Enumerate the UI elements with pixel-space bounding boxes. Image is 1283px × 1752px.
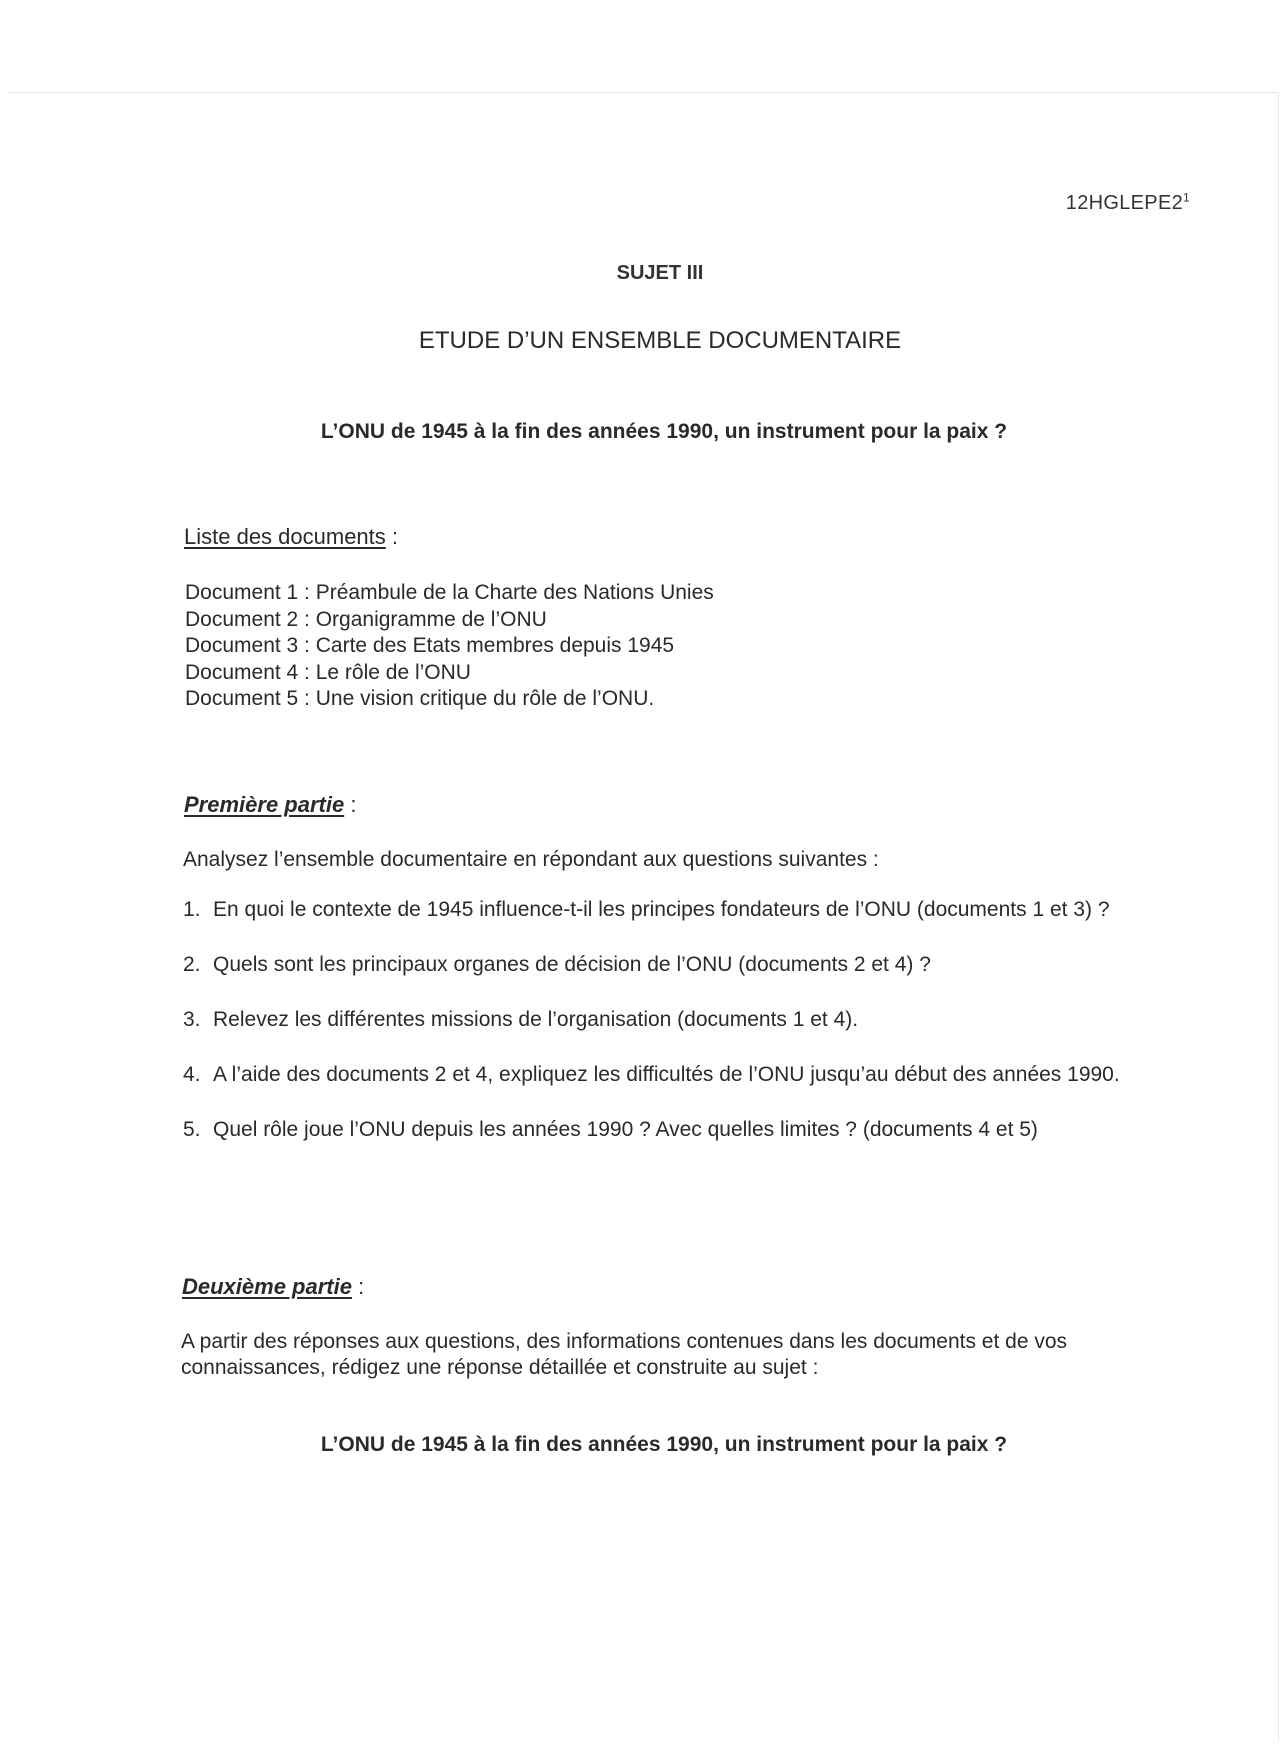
reference-code xyxy=(1066,192,1190,215)
question-item xyxy=(183,898,1143,922)
document-list-item: Document 3 : Carte des Etats membres depuis 1945 xyxy=(185,634,675,657)
main-question: L’ONU de 1945 à la fin des années 1990, un instrument pour la paix ? xyxy=(320,420,1008,443)
question-text: Quels sont les principaux organes de décision de l’ONU (documents 2 et 4) ? xyxy=(213,953,931,976)
question-number: 2. xyxy=(183,953,201,976)
part-two-heading-suffix: : xyxy=(351,1274,365,1299)
reference-code-superscript: 1 xyxy=(1183,190,1190,205)
part-two-heading xyxy=(182,1274,364,1300)
part-one-heading-label: Première partie xyxy=(184,792,345,817)
essay-question: L’ONU de 1945 à la fin des années 1990, un instrument pour la paix ? xyxy=(320,1433,1008,1456)
question-number: 1. xyxy=(183,898,201,921)
question-list xyxy=(183,898,1143,1173)
document-list-item: Document 1 : Préambule de la Charte des Nations Unies xyxy=(185,581,714,604)
document-list-heading xyxy=(184,524,398,550)
question-text: En quoi le contexte de 1945 influence-t-il les principes fondateurs de l’ONU (documents 1 et 3) ? xyxy=(213,898,1110,921)
question-number: 5. xyxy=(183,1118,201,1141)
document-list-heading-suffix: : xyxy=(385,524,399,549)
question-text: Quel rôle joue l’ONU depuis les années 1990 ? Avec quelles limites ? (documents 4 et 5) xyxy=(213,1118,1038,1141)
part-two-instructions: A partir des réponses aux questions, des informations contenues dans les documents et de vos connaissances, rédigez une réponse détaillée et construite au sujet : xyxy=(181,1330,1068,1379)
question-text: A l’aide des documents 2 et 4, expliquez les difficultés de l’ONU jusqu’au début des années 1990. xyxy=(213,1063,1120,1086)
subject-number: SUJET III xyxy=(616,262,704,284)
question-item xyxy=(183,1118,1143,1142)
reference-code-text: 12HGLEPE2 xyxy=(1065,192,1184,214)
document-list-item: Document 5 : Une vision critique du rôle de l’ONU. xyxy=(185,687,655,710)
question-number: 3. xyxy=(183,1008,201,1031)
part-one-instructions: Analysez l’ensemble documentaire en répondant aux questions suivantes : xyxy=(183,848,879,871)
part-one-heading-suffix: : xyxy=(344,792,357,817)
question-item xyxy=(183,953,1143,977)
exercise-title: ETUDE D’UN ENSEMBLE DOCUMENTAIRE xyxy=(418,327,902,354)
part-one-heading xyxy=(184,792,356,818)
question-item xyxy=(183,1063,1143,1087)
document-list-heading-label: Liste des documents xyxy=(184,524,386,549)
question-item xyxy=(183,1008,1143,1032)
scan-edge-top xyxy=(8,92,1278,93)
part-two-heading-label: Deuxième partie xyxy=(182,1274,352,1299)
question-text: Relevez les différentes missions de l’organisation (documents 1 et 4). xyxy=(213,1008,859,1031)
document-list-item: Document 2 : Organigramme de l’ONU xyxy=(185,607,547,631)
document-list-item: Document 4 : Le rôle de l’ONU xyxy=(185,660,471,684)
document-list xyxy=(185,580,714,713)
question-number: 4. xyxy=(183,1063,201,1086)
